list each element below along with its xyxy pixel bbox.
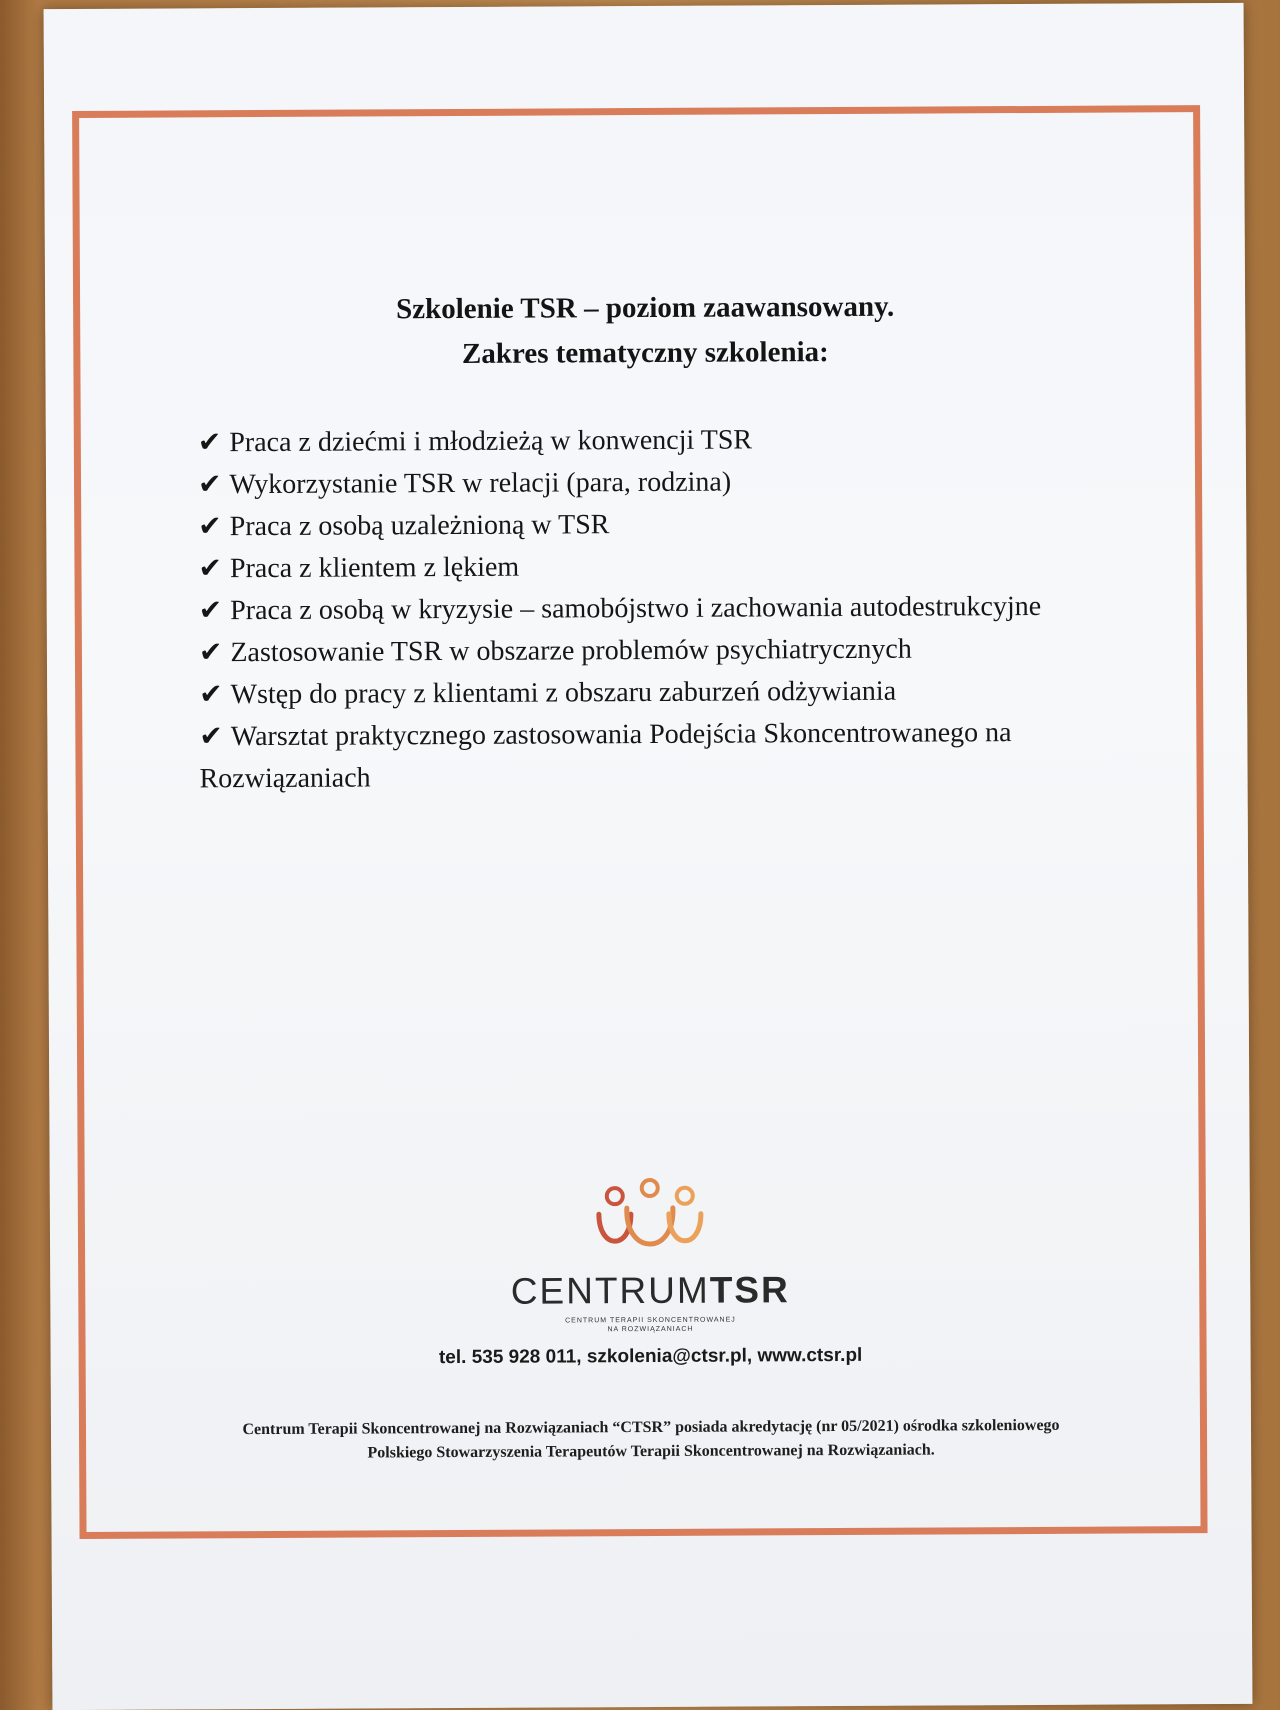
topic-text: Wstęp do pracy z klientami z obszaru zaburzeń odżywiania: [230, 675, 897, 711]
checkmark-icon: ✔: [199, 679, 223, 711]
checkmark-icon: ✔: [198, 637, 223, 669]
topic-text: Zastosowanie TSR w obszarze problemów psychiatrycznych: [230, 633, 912, 669]
topic-text: Praca z dziećmi i młodzieżą w konwencji TSR: [229, 424, 753, 459]
topic-item: [198, 502, 1098, 549]
topic-item: [198, 460, 1098, 507]
paper-sheet: [44, 3, 1253, 1710]
accreditation-line1: Centrum Terapii Skoncentrowanej na Rozwiązaniach “CTSR” posiada akredytację (nr 05/2021) ośrodka szkoleniowego: [242, 1416, 1060, 1439]
checkmark-icon: ✔: [197, 427, 222, 459]
topic-text: Praca z klientem z lękiem: [229, 551, 520, 585]
brand-name-light: CENTRUM: [510, 1269, 710, 1312]
checkmark-icon: ✔: [198, 553, 223, 585]
document-subtitle: Zakres tematyczny szkolenia:: [461, 336, 829, 370]
centrum-tsr-logo-icon: [50, 1175, 1250, 1271]
topic-item: [199, 628, 1099, 675]
accreditation-note: [131, 1413, 1171, 1466]
brand-tagline-line1: CENTRUM TERAPII SKONCENTROWANEJ: [565, 1316, 736, 1325]
topic-item: [199, 670, 1099, 717]
document-title: Szkolenie TSR – poziom zaawansowany.: [395, 290, 895, 326]
contact-info: tel. 535 928 011, szkolenia@ctsr.pl, www.ctsr.pl: [438, 1344, 863, 1369]
topic-item: [199, 712, 1099, 801]
checkmark-icon: ✔: [197, 469, 222, 501]
topic-text: Wykorzystanie TSR w relacji (para, rodzina): [229, 466, 732, 501]
topics-list: [198, 418, 1100, 801]
topic-item: [198, 418, 1098, 465]
three-figures-icon: [585, 1178, 715, 1265]
checkmark-icon: ✔: [198, 511, 222, 543]
topic-text: Warsztat praktycznego zastosowania Podejścia Skoncentrowanego na Rozwiązaniach: [199, 717, 1012, 795]
checkmark-icon: ✔: [198, 595, 223, 627]
topic-item: [198, 544, 1098, 591]
topic-text: Praca z osobą w kryzysie – samobójstwo i zachowania autodestrukcyjne: [230, 590, 1042, 627]
topic-item: [199, 586, 1099, 633]
checkmark-icon: ✔: [199, 721, 223, 753]
brand-name-bold: TSR: [709, 1269, 790, 1311]
brand-tagline-line2: NA ROZWIĄZANIACH: [607, 1325, 694, 1334]
topic-text: Praca z osobą uzależnioną w TSR: [229, 509, 610, 543]
accreditation-line2: Polskiego Stowarzyszenia Terapeutów Terapii Skoncentrowanej na Rozwiązaniach.: [367, 1441, 935, 1462]
brand-name: [50, 1267, 1250, 1315]
